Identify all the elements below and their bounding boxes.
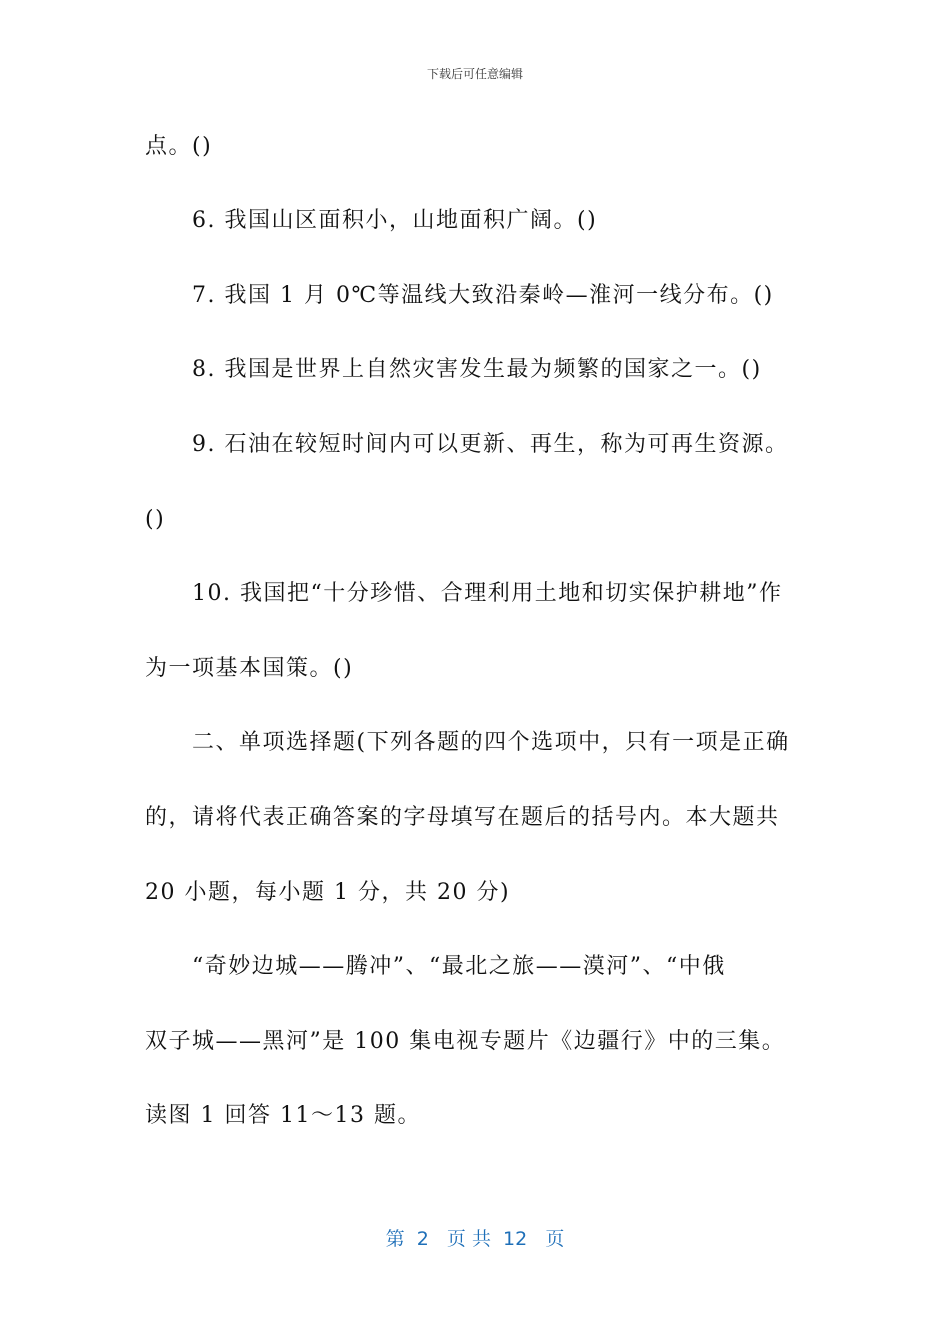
text-line-8: 为一项基本国策。() [145, 656, 354, 681]
text-line-4: 8. 我国是世界上自然灾害发生最为频繁的国家之一。() [192, 357, 762, 382]
text-line-14: 读图 1 回答 11～13 题。 [145, 1103, 421, 1128]
text-line-2: 6. 我国山区面积小，山地面积广阔。() [192, 208, 598, 233]
text-line-1: 点。() [145, 134, 213, 159]
text-line-10: 的，请将代表正确答案的字母填写在题后的括号内。本大题共 [145, 805, 780, 830]
text-line-6: () [145, 507, 166, 532]
text-line-9: 二、单项选择题(下列各题的四个选项中，只有一项是正确 [192, 730, 790, 755]
text-line-13: 双子城——黑河”是 100 集电视专题片《边疆行》中的三集。 [145, 1029, 786, 1054]
page-footer: 第 2 页 共 12 页 [385, 1228, 565, 1250]
page-header: 下载后可任意编辑 [426, 67, 523, 81]
text-line-7: 10. 我国把“十分珍惜、合理利用土地和切实保护耕地”作 [192, 581, 783, 606]
text-line-3: 7. 我国 1 月 0℃等温线大致沿秦岭—淮河一线分布。() [192, 283, 774, 308]
text-line-11: 20 小题，每小题 1 分，共 20 分) [145, 880, 511, 905]
text-line-5: 9. 石油在较短时间内可以更新、再生，称为可再生资源。 [192, 432, 789, 457]
text-line-12: “奇妙边城——腾冲”、“最北之旅——漠河”、“中俄 [192, 954, 726, 979]
